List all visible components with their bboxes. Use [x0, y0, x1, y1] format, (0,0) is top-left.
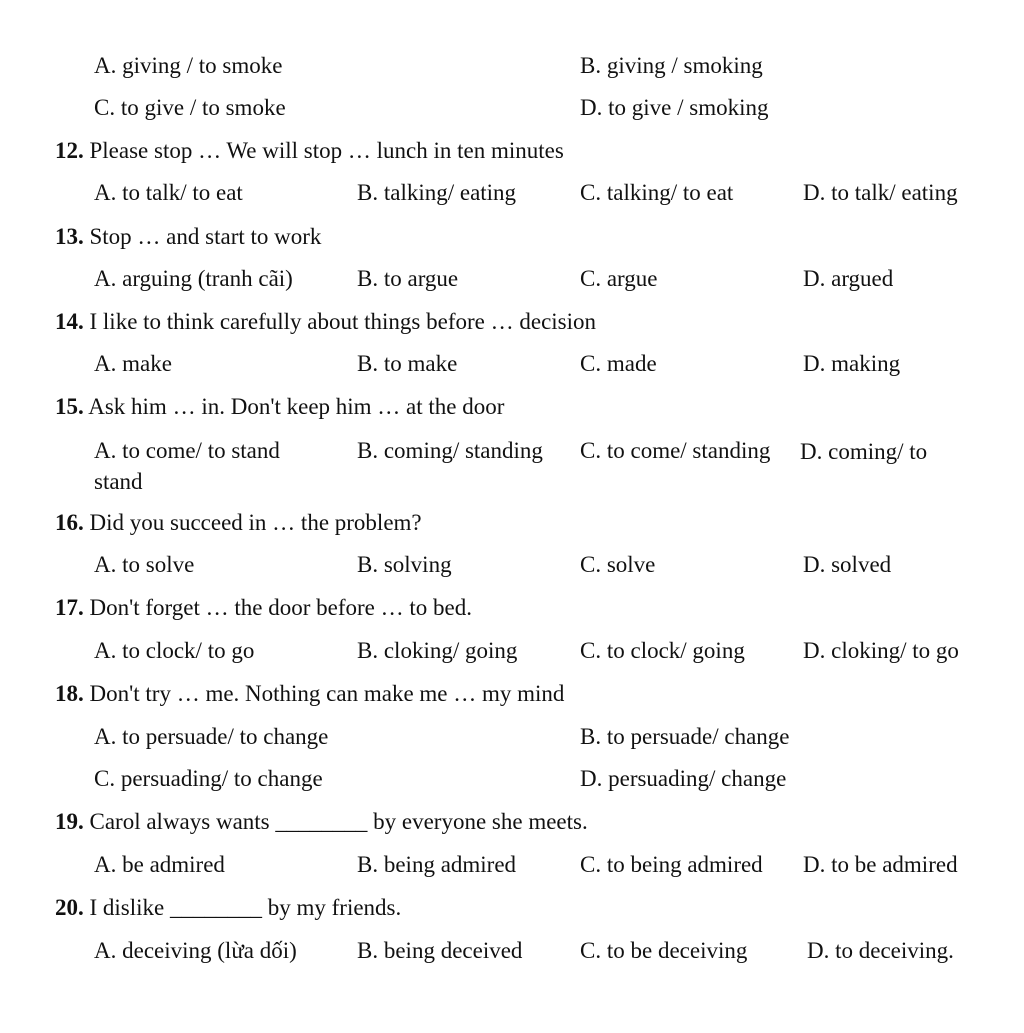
question-text: Please stop … We will stop … lunch in ten minutes: [89, 138, 564, 163]
question-19: [55, 808, 588, 836]
q12-option-c: C. talking/ to eat: [580, 180, 734, 205]
q16-option-d: D. solved: [803, 552, 892, 577]
q18-option-a: A. to persuade/ to change: [94, 724, 329, 749]
question-text: Did you succeed in … the problem?: [89, 510, 422, 535]
q17-option-d: D. cloking/ to go: [803, 638, 959, 663]
q16-option-a: A. to solve: [94, 552, 195, 577]
question-20: [55, 894, 401, 922]
q18-option-d: D. persuading/ change: [580, 766, 787, 791]
q19-option-d: D. to be admired: [803, 852, 958, 877]
q16-option-c: C. solve: [580, 552, 656, 577]
q12-option-b: B. talking/ eating: [357, 180, 517, 205]
q11-option-b: B. giving / smoking: [580, 53, 763, 78]
q17-option-b: B. cloking/ going: [357, 638, 518, 663]
q19-option-a: A. be admired: [94, 852, 225, 877]
question-number: 19.: [55, 809, 84, 834]
question-number: 20.: [55, 895, 84, 920]
q14-option-b: B. to make: [357, 351, 458, 376]
question-number: 14.: [55, 309, 84, 334]
question-13: [55, 223, 321, 251]
q20-option-d: D. to deceiving.: [807, 938, 954, 963]
q20-option-a: A. deceiving (lừa dối): [94, 938, 297, 963]
question-18: [55, 680, 564, 708]
q14-option-c: C. made: [580, 351, 657, 376]
q20-option-b: B. being deceived: [357, 938, 523, 963]
q12-option-d: D. to talk/ eating: [803, 180, 958, 205]
q19-option-c: C. to being admired: [580, 852, 763, 877]
question-number: 13.: [55, 224, 84, 249]
question-15: [55, 393, 504, 421]
question-number: 18.: [55, 681, 84, 706]
question-text: I dislike ________ by my friends.: [89, 895, 402, 920]
q15-option-a: A. to come/ to stand: [94, 438, 280, 463]
q11-option-c: C. to give / to smoke: [94, 95, 286, 120]
q15-option-c: C. to come/ standing: [580, 438, 771, 463]
question-number: 16.: [55, 510, 84, 535]
question-number: 15.: [55, 394, 84, 419]
question-text: Stop … and start to work: [89, 224, 322, 249]
q13-option-a: A. arguing (tranh cãi): [94, 266, 293, 291]
question-text: Don't try … me. Nothing can make me … my mind: [89, 681, 565, 706]
q18-option-c: C. persuading/ to change: [94, 766, 323, 791]
q16-option-b: B. solving: [357, 552, 452, 577]
q12-option-a: A. to talk/ to eat: [94, 180, 243, 205]
q13-option-c: C. argue: [580, 266, 658, 291]
q11-option-a: A. giving / to smoke: [94, 53, 283, 78]
q14-option-d: D. making: [803, 351, 901, 376]
q17-option-a: A. to clock/ to go: [94, 638, 255, 663]
question-16: [55, 509, 422, 537]
q15-option-b: B. coming/ standing: [357, 438, 543, 463]
question-number: 17.: [55, 595, 84, 620]
question-17: [55, 594, 472, 622]
q20-option-c: C. to be deceiving: [580, 938, 748, 963]
q13-option-b: B. to argue: [357, 266, 459, 291]
question-12: [55, 137, 564, 165]
q15-option-d: D. coming/ to stand: [94, 439, 928, 494]
q13-option-d: D. argued: [803, 266, 894, 291]
q14-option-a: A. make: [94, 351, 172, 376]
q17-option-c: C. to clock/ going: [580, 638, 745, 663]
question-14: [55, 308, 596, 336]
q11-option-d: D. to give / smoking: [580, 95, 769, 120]
q18-option-b: B. to persuade/ change: [580, 724, 790, 749]
question-text: Carol always wants ________ by everyone she meets.: [89, 809, 588, 834]
q19-option-b: B. being admired: [357, 852, 517, 877]
question-text: I like to think carefully about things before … decision: [89, 309, 597, 334]
question-text: Don't forget … the door before … to bed.: [89, 595, 472, 620]
question-text: Ask him … in. Don't keep him … at the door: [88, 394, 505, 419]
question-number: 12.: [55, 138, 84, 163]
